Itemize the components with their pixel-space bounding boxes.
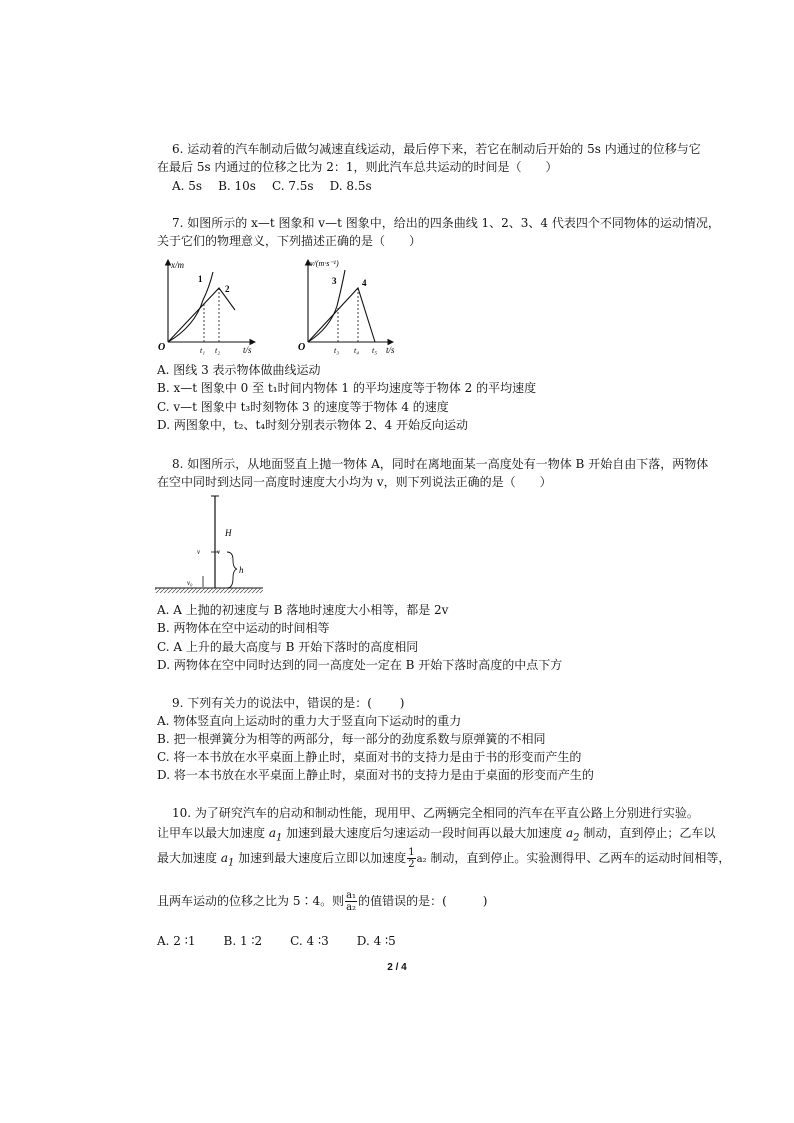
q10-line4-a: 且两车运动的位移之比为 5∶4。则: [157, 894, 345, 908]
label-v-left: v: [197, 548, 201, 556]
ground-hatch: [155, 588, 263, 593]
tick-t2: t₂: [215, 346, 221, 355]
q7-option-c: C. v—t 图象中 t₃时刻物体 3 的速度等于物体 4 的速度: [157, 400, 449, 414]
q10-line3-a: 最大加速度: [157, 851, 221, 865]
q10-line3: [157, 846, 730, 875]
q6-option-b: B. 10s: [218, 179, 256, 193]
q6-option-c: C. 7.5s: [271, 179, 314, 193]
q9-stem: 9. 下列有关力的说法中，错误的是：( ): [172, 696, 405, 710]
q7-option-b: B. x—t 图象中 0 至 t₁时间内物体 1 的平均速度等于物体 2 的平均速度: [157, 381, 537, 395]
q10-line1: 10. 为了研究汽车的启动和制动性能，现用甲、乙两辆完全相同的汽车在平直公路上分别进行实验。: [172, 806, 699, 820]
q8-figure: [155, 490, 265, 595]
curve-2-label: 2: [225, 284, 230, 294]
tick-t5: t₅: [372, 346, 378, 355]
curve-1-label: 1: [198, 274, 203, 284]
q8-stem-line1: 8. 如图所示，从地面竖直上抛一物体 A，同时在离地面某一高度处有一物体 B 开始自由下落，两物体: [172, 457, 709, 471]
q10-line4-b: 的值错误的是：( ): [358, 894, 488, 908]
tick-t4: t₄: [354, 346, 360, 355]
q10-ratio-fraction: $\frac{\text{a₁}}{\text{a₂}}$: [346, 890, 357, 913]
q7-option-a: A. 图线 3 表示物体做曲线运动: [157, 363, 321, 377]
q8-option-c: C. A 上升的最大高度与 B 开始下落时的高度相同: [157, 640, 419, 654]
q10-line3-b: 加速到最大速度后立即以加速度: [234, 851, 407, 865]
q10-option-b: B. 1 ∶2: [223, 934, 263, 948]
q10-options: [157, 933, 412, 949]
curve-1: [168, 272, 213, 342]
xt-graph: [158, 260, 255, 355]
q8-option-a: A. A 上抛的初速度与 B 落地时速度大小相等，都是 2v: [157, 603, 449, 617]
q10-option-c: C. 4 ∶3: [290, 934, 329, 948]
xt-origin: O: [158, 342, 166, 353]
tick-t3: t₃: [334, 346, 340, 355]
q9-option-a: A. 物体竖直向上运动时的重力大于竖直向下运动时的重力: [157, 714, 462, 728]
vt-ylabel: v/(m·s⁻¹): [310, 259, 339, 268]
curve-3: [308, 270, 345, 342]
label-H: H: [225, 528, 232, 538]
q7-stem-line2: 关于它们的物理意义，下列描述正确的是（ ）: [157, 234, 422, 248]
curve-4-label: 4: [362, 278, 367, 288]
label-v-mid: v: [217, 548, 221, 556]
q10-half-fraction: $\frac{1}{2}$: [408, 847, 415, 870]
tick-t1: t₁: [200, 346, 206, 355]
vt-graph: [298, 259, 395, 355]
q9-option-c: C. 将一本书放在水平桌面上静止时，桌面对书的支持力是由于书的形变而产生的: [157, 750, 582, 764]
q10-option-d: D. 4 ∶5: [356, 934, 396, 948]
q6-stem-line1: 6. 运动着的汽车制动后做匀减速直线运动，最后停下来，若它在制动后开始的 5s 内通过的位移与它: [172, 142, 701, 156]
q8-stem-line2: 在空中同时到达同一高度时速度大小均为 v，则下列说法正确的是（ ）: [157, 475, 552, 489]
q10-line2-b: 加速到最大速度后匀速运动一段时间再以最大加速度: [282, 826, 566, 840]
q10-line2-c: 制动，直到停止；乙车以: [579, 826, 716, 840]
q7-stem-line1: 7. 如图所示的 x—t 图象和 v—t 图象中，给出的四条曲线 1、2、3、4 代表四个不同物体的运动情况，: [172, 216, 720, 230]
q6-options: [172, 178, 388, 194]
h-brace: [227, 552, 237, 588]
q9-option-d: D. 将一本书放在水平桌面上静止时，桌面对书的支持力是由于桌面的形变而产生的: [157, 768, 594, 782]
label-h: h: [239, 565, 244, 575]
q10-line4: [157, 888, 487, 914]
q10-line2-a: 让甲车以最大加速度: [157, 826, 269, 840]
vt-origin: O: [298, 342, 306, 353]
q6-option-d: D. 8.5s: [329, 179, 372, 193]
q10-line3-c: 制动，直到停止。实验测得甲、乙两车的运动时间相等，: [426, 851, 731, 865]
q6-stem-line2: 在最后 5s 内通过的位移之比为 2：1，则此汽车总共运动的时间是（ ）: [157, 160, 558, 174]
q10-a1: $a_1$: [268, 826, 283, 844]
q6-option-a: A. 5s: [172, 179, 203, 193]
label-v0: v₀: [187, 579, 193, 587]
xt-ylabel: x/m: [171, 260, 184, 270]
q9-option-b: B. 把一根弹簧分为相等的两部分，每一部分的劲度系数与原弹簧的不相同: [157, 732, 546, 746]
vt-xlabel: t/s: [386, 345, 395, 355]
q10-a2: $a_2$: [566, 826, 580, 844]
curve-2: [168, 288, 235, 342]
q10-half-var: a₂: [416, 854, 427, 865]
q10-option-a: A. 2 ∶1: [157, 934, 196, 948]
page-number: 2 / 4: [387, 962, 407, 973]
q10-line2: [157, 825, 715, 846]
xt-xlabel: t/s: [243, 345, 252, 355]
q7-option-d: D. 两图象中，t₂、t₄时刻分别表示物体 2、4 开始反向运动: [157, 418, 468, 432]
q7-graphs-figure: [155, 254, 405, 358]
q8-option-b: B. 两物体在空中运动的时间相等: [157, 621, 330, 635]
q8-option-d: D. 两物体在空中同时达到的同一高度处一定在 B 开始下落时高度的中点下方: [157, 658, 563, 672]
q10-a1-again: $a_1$: [220, 851, 235, 869]
curve-3-label: 3: [332, 276, 337, 286]
